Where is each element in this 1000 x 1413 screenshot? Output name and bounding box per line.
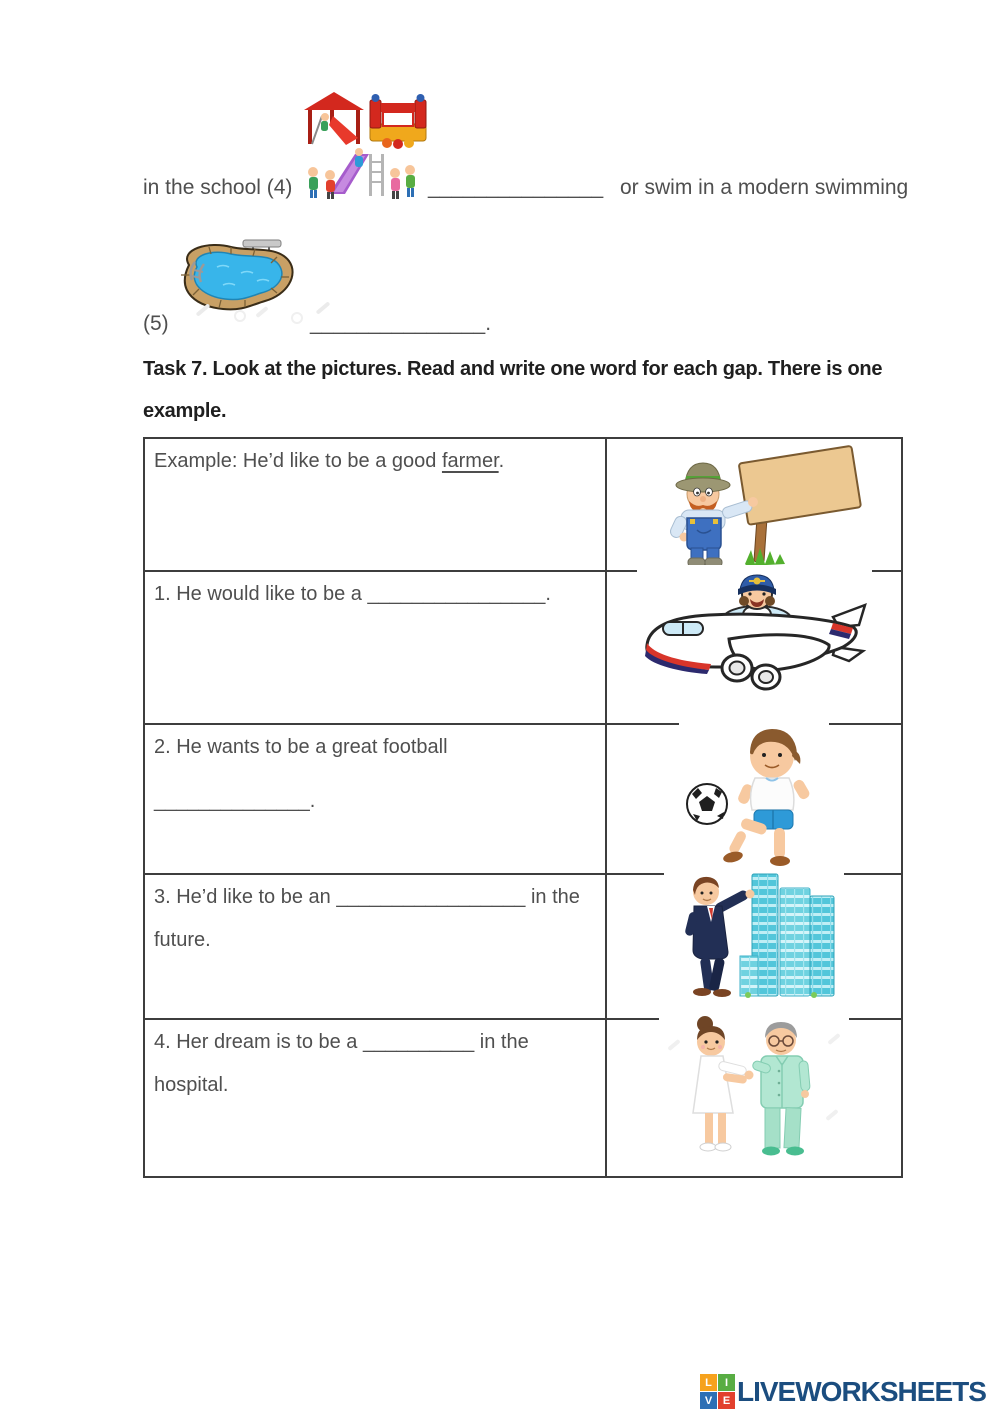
intro-line1-suffix: or swim in a modern swimming — [620, 176, 909, 199]
task7-heading-line1: Task 7. Look at the pictures. Read and write one word for each gap. There is one — [143, 358, 883, 380]
task7-heading-line2: example. — [143, 400, 227, 422]
gap-blank-5[interactable]: _______________. — [310, 312, 492, 335]
gap-fill-line[interactable]: 4. Her dream is to be a __________ in the — [154, 1031, 529, 1053]
question2-image-cell — [607, 725, 901, 875]
gap-blank-4[interactable]: _______________ — [428, 176, 604, 199]
liveworksheets-logo-icon[interactable] — [700, 1374, 735, 1409]
gap-fill-line[interactable]: 3. He’d like to be an _________________ in the — [154, 886, 580, 908]
example-sentence — [154, 449, 597, 473]
child-pilot-airplane-image — [637, 565, 872, 693]
liveworksheets-wordmark[interactable]: LIVEWORKSHEETS — [737, 1376, 986, 1407]
intro-line1-prefix: in the school (4) — [143, 176, 293, 199]
question4-text — [145, 1020, 607, 1176]
intro-line2-number: (5) — [143, 312, 169, 335]
logo-letter-i: I — [718, 1374, 735, 1391]
example-prefix: Example: He’d like to be a good — [154, 450, 442, 472]
boy-kicking-football-image — [679, 718, 829, 868]
logo-letter-v: V — [700, 1392, 717, 1409]
playground-bouncy-castle-image — [300, 90, 430, 150]
example-row-text — [145, 439, 607, 572]
example-row-image-cell — [607, 439, 901, 572]
question1-image-cell — [607, 572, 901, 725]
question2-line1: 2. He wants to be a great football — [154, 736, 448, 758]
question3-line2: future. — [154, 929, 211, 951]
businessman-skyscrapers-image — [664, 868, 844, 1002]
task7-table — [143, 437, 903, 1178]
example-answer: farmer — [441, 450, 499, 472]
logo-letter-e: E — [718, 1392, 735, 1409]
question1-text — [145, 572, 607, 725]
children-playing-image — [303, 148, 425, 200]
question2-text — [145, 725, 607, 875]
logo-letter-l: L — [700, 1374, 717, 1391]
question3-image-cell — [607, 875, 901, 1020]
question3-text — [145, 875, 607, 1020]
gap-fill-line[interactable]: 1. He would like to be a ________________. — [154, 583, 551, 605]
farmer-with-blank-sign-image — [647, 444, 862, 568]
nurse-helping-elderly-patient-image — [659, 1013, 849, 1159]
gap-fill-line[interactable]: ______________. — [154, 790, 316, 812]
example-suffix: . — [498, 450, 505, 472]
question4-image-cell — [607, 1020, 901, 1176]
question4-line2: hospital. — [154, 1074, 229, 1096]
